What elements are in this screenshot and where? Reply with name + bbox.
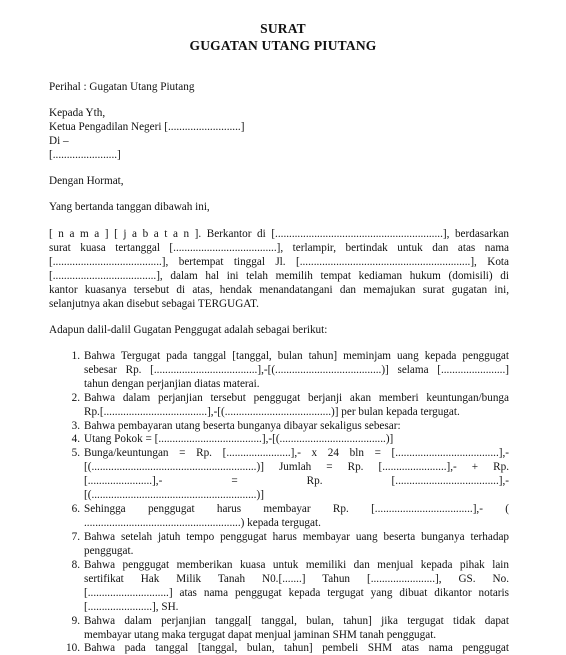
item-line: Bahwa dalam perjanjian tersebut penggugat berjanji akan memberi keuntungan/bunga [84,392,509,404]
item-line: ........................................................) kepada tergugat. [84,517,321,529]
item-number: 1. [71,350,80,362]
item-number: 5. [71,447,80,459]
identity-line: kantor kuasanya tersebut di atas, hendak menandatangani dan memajukan surat gugatan ini, [49,284,509,296]
ketua-line: Ketua Pengadilan Negeri [..........................] [49,121,245,133]
identity-line: [.......................................], bertempat tinggal Jl. [.............................................................], Kota [49,256,509,268]
item-line: Sehingga penggugat harus membayar Rp. [...................................],- ( [84,503,509,515]
item-line: Bahwa setelah jatuh tempo penggugat harus membayar uang beserta bunganya terhadap [84,531,509,543]
item-line: Bahwa dalam perjanjian tanggal[ tanggal, bulan, tahun] jika tergugat tidak dapat [84,615,509,627]
item-line: tahun dengan perjanjian diatas materai. [84,378,260,390]
identity-line: [.....................................], dalam hal ini telah memilih tempat kediaman hukum (domisili) di [49,270,509,282]
title-line-2: GUGATAN UTANG PIUTANG [189,38,377,53]
item-line: [(...........................................................)] Jumlah = Rp. [.......................],- + Rp. [84,461,509,473]
item-line: [.............................] atas nama penggugat kepada tergugat yang dibuat dikantor notaris [84,587,509,599]
item-number: 9. [71,615,80,627]
identity-line: selanjutnya akan disebut sebagai TERGUGAT. [49,298,259,310]
identity-line: surat kuasa tertanggal [.....................................], terlampir, bertindak untuk dan atas nama [49,242,509,254]
item-line: membayar utang maka tergugat dapat menjual jaminan SHM tanah penggugat. [84,629,437,641]
item-line: [.......................],- = Rp. [.....................................],- [84,475,509,487]
item-number: 3. [71,420,80,432]
item-number: 4. [71,433,80,445]
identity-line: [ n a m a ] [ j a b a t a n ]. Berkantor di [............................................................], berdasarkan [49,228,509,240]
item-number: 7. [71,531,80,543]
item-line: sebesar Rp. [.....................................],-[(......................................)] selama [.......................] [84,364,509,376]
item-line: Utang Pokok = [.....................................],-[(......................................)] [84,433,394,445]
item-number: 2. [71,392,80,404]
di-blank-line: [.......................] [49,149,121,161]
item-line: Bahwa Tergugat pada tanggal [tanggal, bulan tahun] meminjam uang kepada penggugat [84,350,509,362]
undersigned-line: Yang bertanda tanggan dibawah ini, [49,201,210,213]
item-line: penggugat. [84,545,134,557]
item-line: [(...........................................................)] [84,489,264,501]
item-number: 10. [66,642,80,654]
intro-line: Adapun dalil-dalil Gugatan Penggugat adalah sebagai berikut: [49,324,328,336]
item-line: Rp.[.....................................],-[(......................................)] per bulan kepada tergugat. [84,406,460,418]
item-number: 8. [71,559,80,571]
di-line: Di – [49,135,69,147]
perihal-line: Perihal : Gugatan Utang Piutang [49,81,195,93]
item-line: [.......................], SH. [84,601,179,613]
title-line-1: SURAT [260,21,306,36]
item-line: Bunga/keuntungan = Rp. [.......................],- x 24 bln = [.....................................],- [84,447,509,459]
item-line: sertifikat Hak Milik Tanah N0.[.......] Tahun [.......................], GS. No. [84,573,509,585]
greeting: Dengan Hormat, [49,175,124,187]
item-line: Bahwa penggugat memberikan kuasa untuk memiliki dan menjual kepada pihak lain [84,559,509,571]
item-line: Bahwa pembayaran utang beserta bunganya dibayar sekaligus sebesar: [84,420,401,432]
kepada-line: Kepada Yth, [49,107,106,119]
item-line: Bahwa pada tanggal [tanggal, bulan, tahun] pembeli SHM atas nama penggugat [84,642,509,654]
item-number: 6. [71,503,80,515]
